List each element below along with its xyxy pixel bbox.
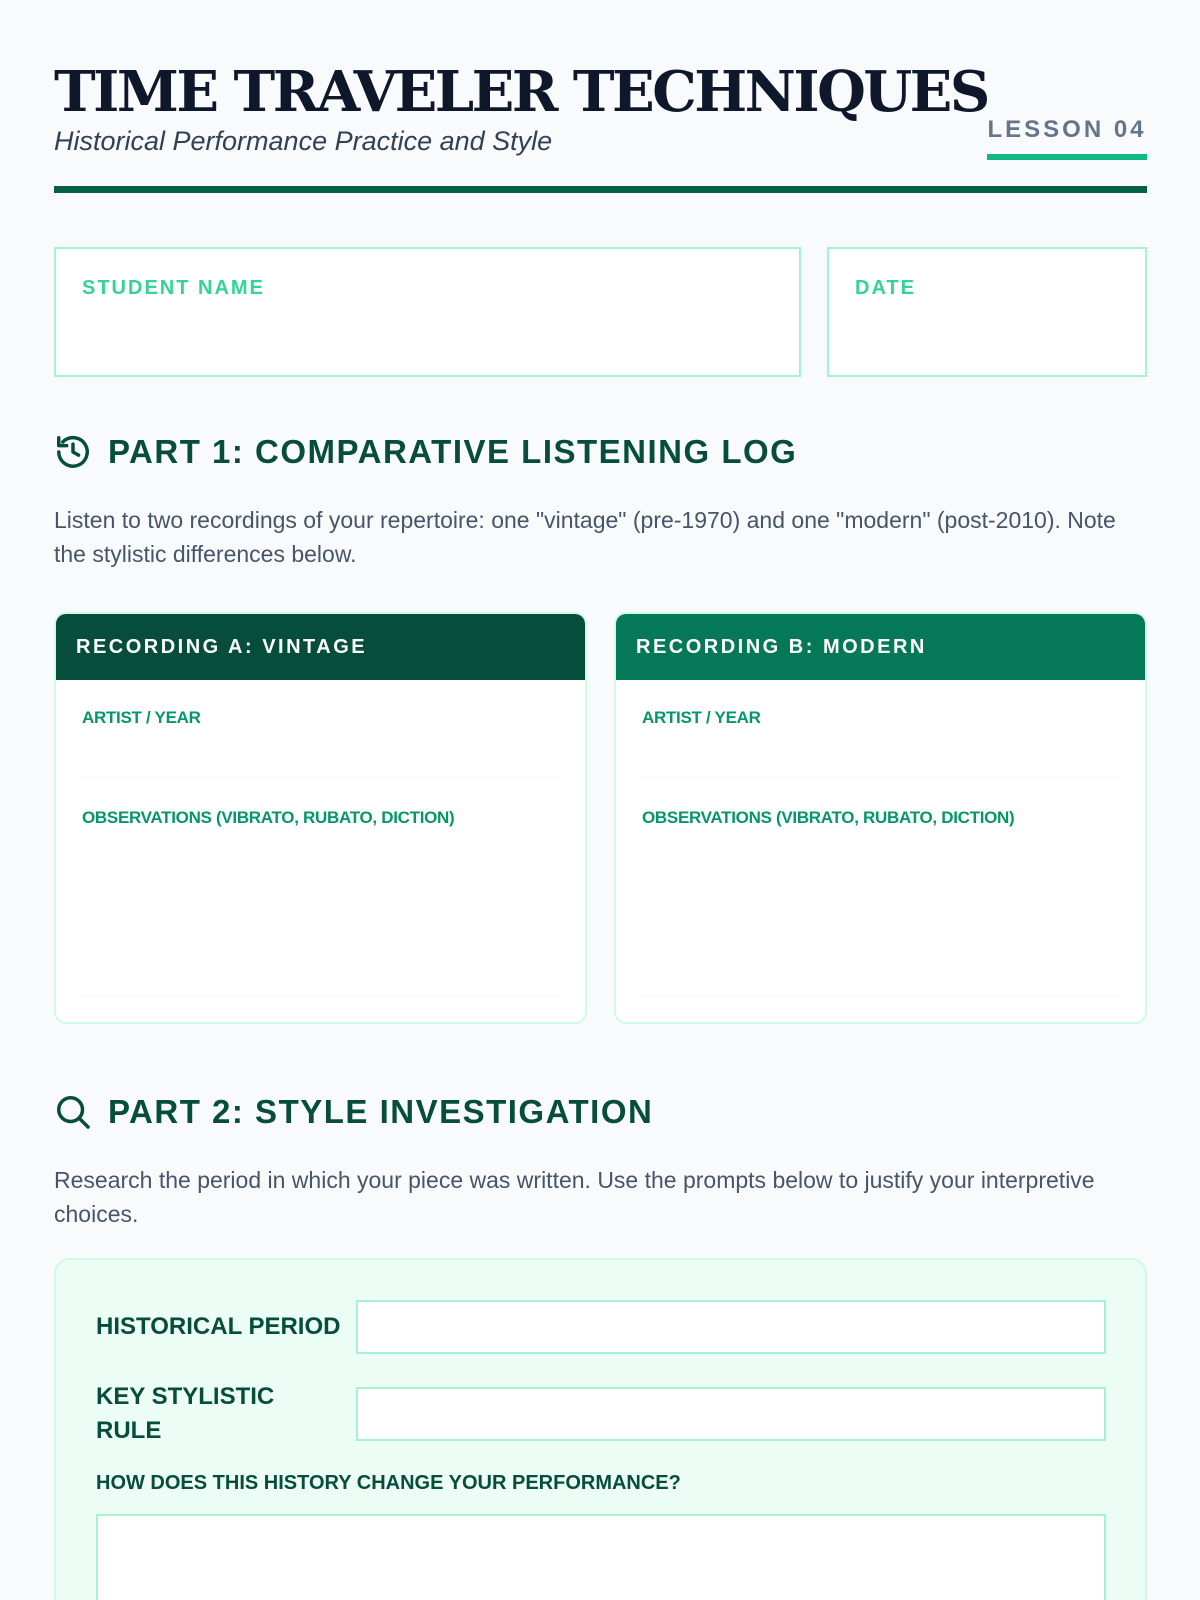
recording-b-card: [614, 612, 1147, 1024]
historical-period-input[interactable]: [356, 1300, 1106, 1354]
search-icon: [54, 1093, 92, 1131]
header-divider: [54, 186, 1147, 193]
student-name-label: STUDENT NAME: [82, 277, 265, 299]
recording-b-observations-label: OBSERVATIONS (VIBRATO, RUBATO, DICTION): [642, 808, 1015, 827]
part1-title: PART 1: COMPARATIVE LISTENING LOG: [108, 433, 798, 470]
part2-description: Research the period in which your piece was written. Use the prompts below to justify your interpretive choices.: [54, 1167, 1095, 1227]
date-label: DATE: [855, 277, 916, 299]
key-rule-label-line2: RULE: [96, 1417, 162, 1444]
recording-a-header: RECORDING A: VINTAGE: [56, 614, 585, 680]
student-info-row: [54, 247, 1147, 377]
style-investigation-panel: [54, 1258, 1147, 1600]
page-subtitle: Historical Performance Practice and Style: [54, 126, 553, 156]
key-rule-label-line1: KEY STYLISTIC: [96, 1383, 275, 1410]
recording-a-card: [54, 612, 587, 1024]
worksheet-page: [54, 0, 1147, 1494]
performance-question-label: HOW DOES THIS HISTORY CHANGE YOUR PERFORMANCE?: [96, 1472, 681, 1494]
part1-heading: [54, 433, 797, 471]
key-rule-label: [96, 1380, 274, 1448]
historical-period-label: HISTORICAL PERIOD: [96, 1313, 341, 1340]
recording-b-artist-label: ARTIST / YEAR: [642, 708, 761, 727]
date-field[interactable]: [827, 247, 1147, 377]
worksheet-header: [54, 0, 1147, 194]
key-stylistic-rule-input[interactable]: [356, 1387, 1106, 1441]
part1-description: Listen to two recordings of your repertoire: one "vintage" (pre-1970) and one "modern" (post-2010). Note the stylistic differences below.: [54, 507, 1116, 567]
part2-title: PART 2: STYLE INVESTIGATION: [108, 1093, 654, 1130]
recording-a-observations-label: OBSERVATIONS (VIBRATO, RUBATO, DICTION): [82, 808, 455, 827]
history-icon: [54, 433, 92, 471]
recording-b-header: RECORDING B: MODERN: [616, 614, 1145, 680]
performance-answer-textarea[interactable]: [96, 1514, 1106, 1600]
recording-b-artist-field[interactable]: [642, 680, 1119, 778]
lesson-badge: LESSON 04: [987, 114, 1147, 160]
part2-heading: [54, 1093, 653, 1131]
student-name-field[interactable]: [54, 247, 801, 377]
recording-a-observations-field[interactable]: [82, 778, 559, 996]
recording-b-observations-field[interactable]: [642, 778, 1119, 996]
recording-a-artist-field[interactable]: [82, 680, 559, 778]
page-title: TIME TRAVELER TECHNIQUES: [54, 59, 988, 125]
recording-a-artist-label: ARTIST / YEAR: [82, 708, 201, 727]
